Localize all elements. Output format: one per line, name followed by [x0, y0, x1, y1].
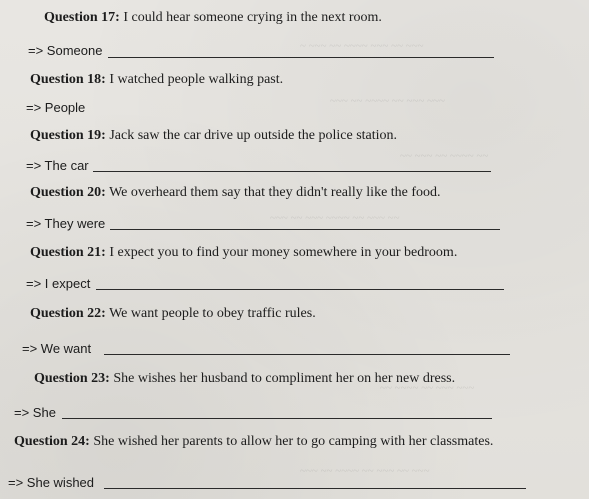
answer-17-blank[interactable] — [108, 57, 494, 58]
question-text: We want people to obey traffic rules. — [109, 306, 316, 321]
question-17 — [44, 10, 382, 26]
answer-24-blank[interactable] — [104, 488, 526, 489]
question-22 — [30, 306, 316, 322]
question-number: Question 21: — [30, 245, 106, 260]
answer-22-start: => We want — [22, 341, 92, 356]
question-number: Question 17: — [44, 10, 120, 25]
question-number: Question 19: — [30, 128, 106, 143]
answer-20-start: => They were — [26, 216, 106, 231]
question-number: Question 23: — [34, 371, 110, 386]
question-number: Question 22: — [30, 306, 106, 321]
question-24 — [14, 434, 493, 450]
answer-21-blank[interactable] — [96, 289, 504, 290]
question-number: Question 24: — [14, 434, 90, 449]
answer-19-start: => The car — [26, 158, 89, 173]
question-text: Jack saw the car drive up outside the police station. — [109, 128, 398, 143]
bleed-through-text: ~~~ ~~ ~~~ ~~~~ ~~ ~~~ ~~ — [270, 212, 400, 224]
answer-24-start: => She wished — [8, 475, 95, 490]
bleed-through-text: ~~~ ~~ ~~~~ ~~ ~~~ ~~~ — [330, 95, 445, 107]
question-number: Question 20: — [30, 185, 106, 200]
bleed-through-text: ~~ ~~~ ~~ ~~~~ ~~ — [400, 150, 489, 162]
question-text: She wished her parents to allow her to go camping with her classmates. — [93, 434, 494, 449]
answer-19-blank[interactable] — [93, 171, 491, 172]
answer-23-start: => She — [14, 405, 56, 420]
question-18 — [30, 72, 283, 88]
bleed-through-text: ~~ ~~~~ ~~ ~~~ ~~~ — [380, 382, 475, 394]
bleed-through-text: ~~~ ~~ ~~~~ ~~ ~~~ ~~ ~~~ — [300, 465, 430, 477]
answer-18-start: => People — [26, 100, 86, 115]
question-text: I could hear someone crying in the next room. — [123, 10, 382, 25]
bleed-through-text: ~ ~~~ ~~ ~~~~ ~~~ ~~ ~~~ — [300, 40, 424, 52]
question-23 — [34, 371, 455, 387]
question-text: I watched people walking past. — [109, 72, 284, 87]
answer-22-blank[interactable] — [104, 354, 510, 355]
question-19 — [30, 128, 397, 144]
answer-17-start: => Someone — [28, 43, 103, 58]
question-number: Question 18: — [30, 72, 106, 87]
question-21 — [30, 245, 457, 261]
question-text: She wishes her husband to compliment her on her new dress. — [113, 371, 456, 386]
answer-23-blank[interactable] — [62, 418, 492, 419]
question-text: We overheard them say that they didn't really like the food. — [109, 185, 441, 200]
question-20 — [30, 185, 441, 201]
question-text: I expect you to find your money somewhere in your bedroom. — [109, 245, 458, 260]
answer-20-blank[interactable] — [110, 229, 500, 230]
answer-21-start: => I expect — [26, 276, 91, 291]
